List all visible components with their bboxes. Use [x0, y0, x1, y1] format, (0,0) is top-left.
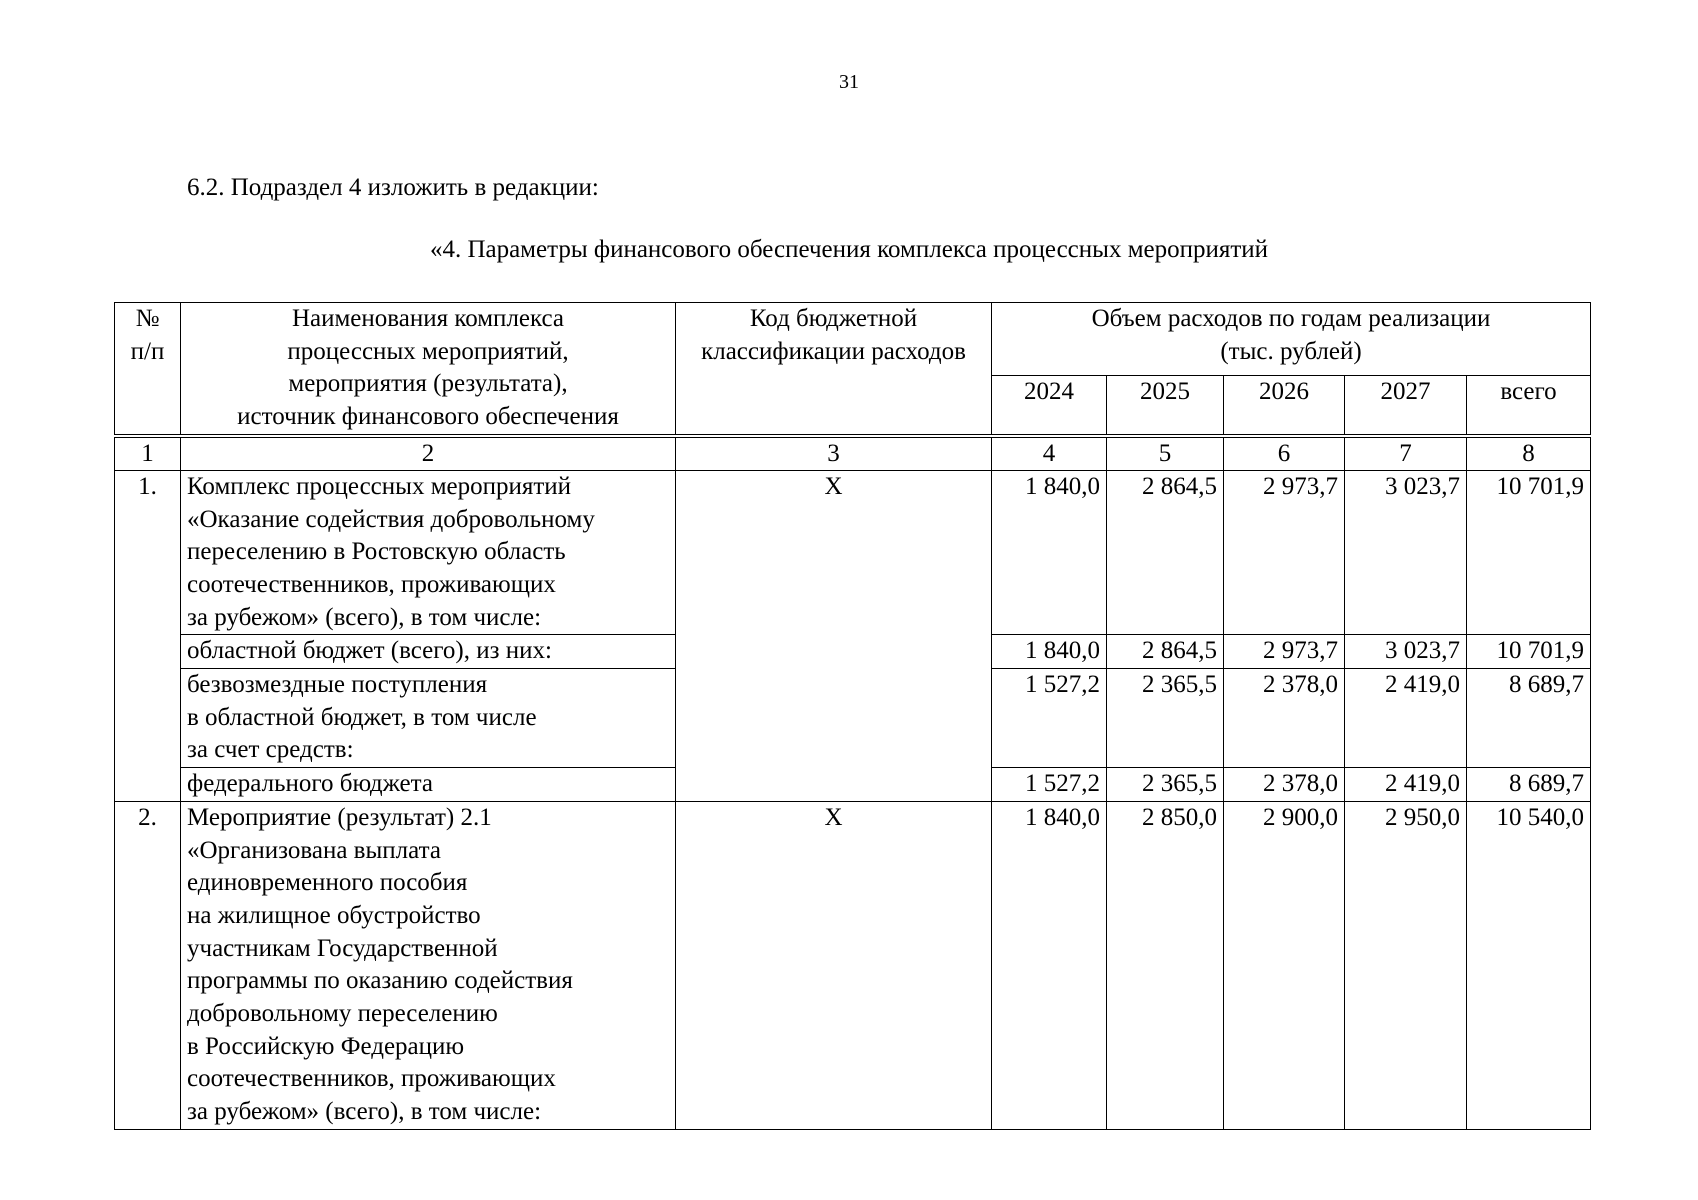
row-value: 10 540,0	[1467, 801, 1591, 1129]
row-value: 2 864,5	[1107, 635, 1224, 669]
table-row	[115, 470, 1591, 635]
row-value: 2 378,0	[1224, 669, 1345, 768]
section-heading: «4. Параметры финансового обеспечения комплекса процессных мероприятий	[429, 236, 1269, 263]
row-code	[676, 669, 992, 768]
header-year: 2026	[1224, 376, 1345, 436]
row-value: 2 419,0	[1345, 768, 1467, 802]
header-total: всего	[1467, 376, 1591, 436]
table-row	[115, 801, 1591, 1129]
header-year: 2027	[1345, 376, 1467, 436]
row-value: 3 023,7	[1345, 470, 1467, 635]
row-value: 8 689,7	[1467, 669, 1591, 768]
row-value: 1 527,2	[992, 768, 1107, 802]
row-number	[115, 768, 181, 802]
column-number: 5	[1107, 436, 1224, 471]
row-value: 1 840,0	[992, 801, 1107, 1129]
row-code: X	[676, 801, 992, 1129]
row-value: 2 973,7	[1224, 635, 1345, 669]
row-value: 10 701,9	[1467, 635, 1591, 669]
intro-text: 6.2. Подраздел 4 изложить в редакции:	[187, 174, 599, 201]
column-number: 4	[992, 436, 1107, 471]
row-value: 2 365,5	[1107, 669, 1224, 768]
row-name: Комплекс процессных мероприятий «Оказание содействия добровольному переселению в Ростовскую область соотечественников, проживающих за рубежом» (всего), в том числе:	[181, 470, 676, 635]
row-value: 2 950,0	[1345, 801, 1467, 1129]
row-value: 2 864,5	[1107, 470, 1224, 635]
row-value: 1 840,0	[992, 470, 1107, 635]
column-numbers-row	[115, 436, 1591, 471]
row-name: областной бюджет (всего), из них:	[181, 635, 676, 669]
row-code	[676, 768, 992, 802]
row-value: 2 973,7	[1224, 470, 1345, 635]
table-row	[115, 669, 1591, 768]
row-number: 1.	[115, 470, 181, 635]
page-number: 31	[839, 71, 859, 93]
row-value: 2 365,5	[1107, 768, 1224, 802]
row-value: 1 527,2	[992, 669, 1107, 768]
financing-table	[114, 302, 1591, 1130]
table-row	[115, 635, 1591, 669]
row-name: безвозмездные поступления в областной бюджет, в том числе за счет средств:	[181, 669, 676, 768]
column-number: 1	[115, 436, 181, 471]
table-header-row	[115, 303, 1591, 376]
row-code	[676, 635, 992, 669]
header-name: Наименования комплекса процессных мероприятий, мероприятия (результата), источник финансового обеспечения	[181, 303, 676, 436]
row-value: 2 378,0	[1224, 768, 1345, 802]
row-value: 10 701,9	[1467, 470, 1591, 635]
row-number	[115, 669, 181, 768]
header-num: № п/п	[115, 303, 181, 436]
table-row	[115, 768, 1591, 802]
row-value: 3 023,7	[1345, 635, 1467, 669]
row-value: 2 900,0	[1224, 801, 1345, 1129]
header-volume: Объем расходов по годам реализации (тыс. рублей)	[992, 303, 1591, 376]
column-number: 3	[676, 436, 992, 471]
column-number: 8	[1467, 436, 1591, 471]
row-number: 2.	[115, 801, 181, 1129]
row-name: федерального бюджета	[181, 768, 676, 802]
column-number: 6	[1224, 436, 1345, 471]
row-name: Мероприятие (результат) 2.1 «Организована выплата единовременного пособия на жилищное обустройство участникам Государственной программы по оказанию содействия добровольному переселению в Российскую Федерацию соотечественников, проживающих за рубежом» (всего), в том числе:	[181, 801, 676, 1129]
row-number	[115, 635, 181, 669]
header-code: Код бюджетной классификации расходов	[676, 303, 992, 436]
row-value: 8 689,7	[1467, 768, 1591, 802]
column-number: 2	[181, 436, 676, 471]
row-value: 1 840,0	[992, 635, 1107, 669]
header-year: 2024	[992, 376, 1107, 436]
column-number: 7	[1345, 436, 1467, 471]
header-year: 2025	[1107, 376, 1224, 436]
row-value: 2 850,0	[1107, 801, 1224, 1129]
row-value: 2 419,0	[1345, 669, 1467, 768]
row-code: X	[676, 470, 992, 635]
